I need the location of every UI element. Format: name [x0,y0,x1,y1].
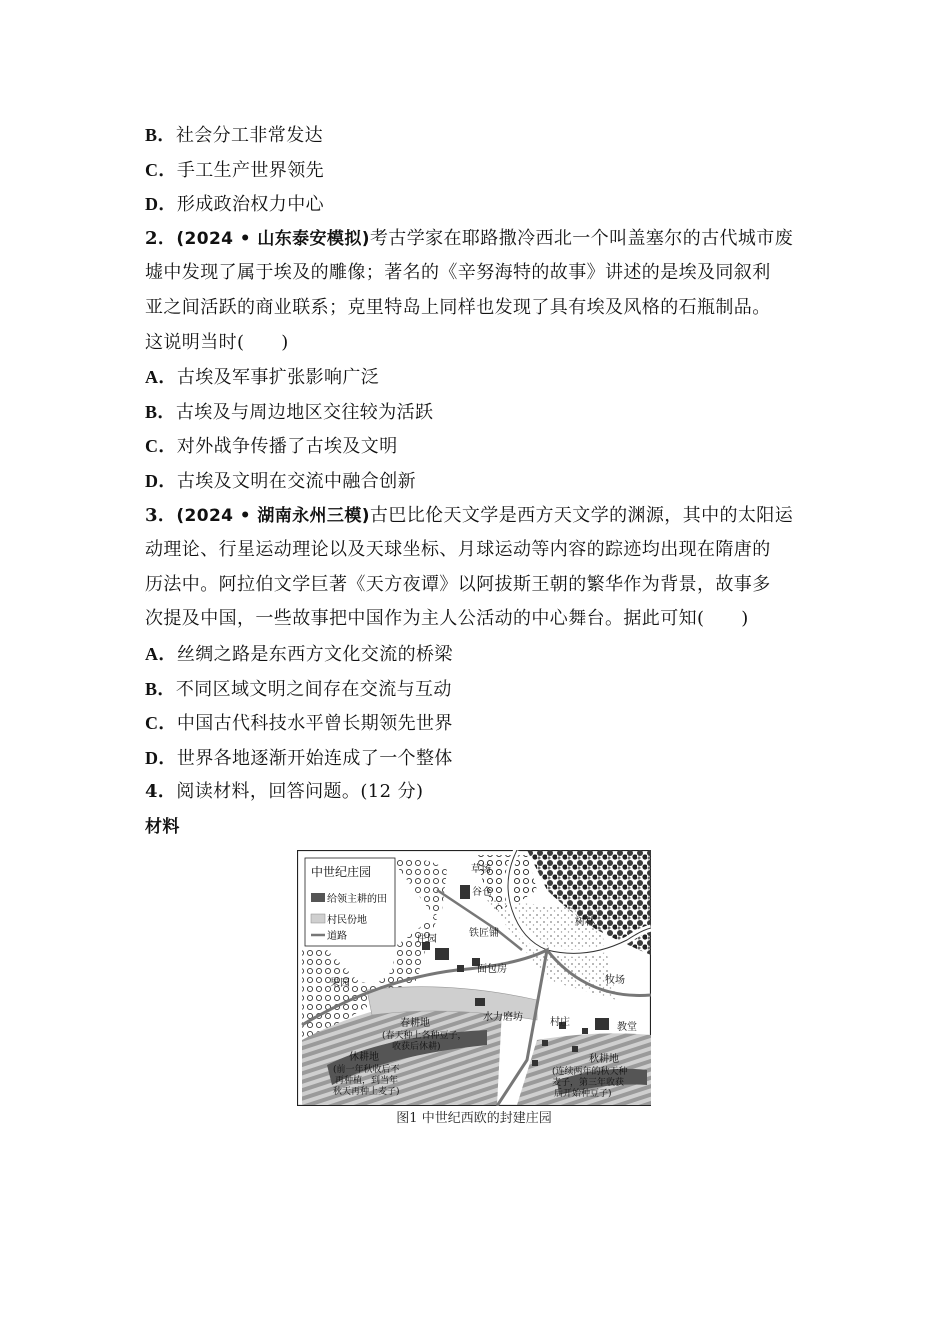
option-line [145,118,810,153]
option-label: B． [145,125,176,145]
heading-text: 材料 [145,816,180,837]
option-line [145,637,810,672]
label-orchard: 果园 [330,978,350,989]
option-text: 丝绸之路是东西方文化交流的桥梁 [176,643,453,665]
option-text: 中国古代科技水平曾长期领先世界 [176,713,453,735]
label-pasture: 草场 [471,864,491,875]
question-text: 考古学家在耶路撒冷西北一个叫盖塞尔的古代城市废 [369,227,794,249]
body-text: 动理论、行星运动理论以及天球坐标、月球运动等内容的踪迹均出现在隋唐的 [145,539,771,561]
option-text: 世界各地逐渐开始连成了一个整体 [176,747,453,769]
label-village: 村庄 [550,1017,570,1028]
legend-item-road: 道路 [327,931,347,942]
label-church: 教堂 [617,1022,637,1033]
question-source: (2024 • 山东泰安模拟) [176,228,370,249]
label-autumn-note-3: 后开始种豆子) [554,1089,612,1099]
option-label: A． [145,367,177,388]
body-text: 这说明当时( ) [145,331,289,353]
option-text: 手工生产世界领先 [176,159,325,181]
text-line [145,326,810,361]
text-line [145,256,810,291]
option-label: C． [145,436,177,457]
label-smithy: 铁匠铺 [469,928,499,939]
option-line [145,360,810,395]
body-text: 历法中。阿拉伯文学巨著《天方夜谭》以阿拔斯王朝的繁华作为背景，故事多 [145,573,771,595]
label-woods: 树林 [575,917,595,928]
legend-swatch-village [311,914,325,923]
body-text: 次提及中国，一些故事把中国作为主人公活动的中心舞台。据此可知( ) [145,608,749,630]
question-line [145,499,810,534]
option-label: B． [145,401,176,422]
option-line [145,395,810,430]
option-line [145,706,810,741]
body-text: 墟中发现了属于埃及的雕像；著名的《辛努海特的故事》讲述的是埃及同叙利 [145,262,771,284]
option-label: C． [145,159,177,180]
option-label: D． [145,194,177,215]
label-spring-field: 春耕地 [400,1018,430,1029]
option-text: 不同区域文明之间存在交流与互动 [175,678,452,700]
label-autumn-note-2: 麦子，第三年收获 [552,1078,625,1088]
option-text: 形成政治权力中心 [176,194,325,216]
option-label: A． [145,643,177,664]
option-text: 对外战争传播了古埃及文明 [176,436,398,458]
option-label: D． [145,470,177,491]
label-fallow-field: 休耕地 [349,1052,379,1063]
label-autumn-field: 秋耕地 [589,1054,619,1065]
question-text: 古巴比伦天文学是西方天文学的渊源，其中的太阳运 [369,504,794,526]
option-text: 社会分工非常发达 [175,125,324,146]
option-label: D． [145,747,177,768]
option-line [145,153,810,188]
document-body [145,118,810,844]
legend-item-village: 村民份地 [327,915,367,926]
option-line [145,672,810,707]
option-label: C． [145,713,177,734]
text-line [145,602,810,637]
label-granary: 谷仓 [472,887,492,898]
text-line [145,568,810,603]
question-line [145,775,810,810]
label-fallow-note-3: 秋天再种上麦子) [333,1087,400,1097]
material-heading [145,810,810,845]
option-text: 古埃及军事扩张影响广泛 [176,367,380,389]
text-line [145,291,810,326]
option-text: 古埃及文明在交流中融合创新 [176,470,417,492]
label-autumn-note-1: (连续两年的秋天种 [552,1067,628,1077]
question-number: 3． [145,504,177,526]
legend-title: 中世纪庄园 [311,865,372,879]
option-line [145,187,810,222]
option-line [145,741,810,776]
question-number: 4． [145,781,177,803]
label-fallow-note-1: (前一年秋收后不 [333,1065,400,1075]
manor-map-figure [297,850,651,1106]
label-bakery: 面包房 [477,964,507,975]
question-text: 阅读材料，回答问题。(12 分) [176,781,424,803]
figure-caption: 图1 中世纪西欧的封建庄园 [396,1111,552,1126]
body-text: 亚之间活跃的商业联系；克里特岛上同样也发现了具有埃及风格的石瓶制品。 [145,296,771,318]
label-manor: 庄园 [417,934,437,945]
legend-swatch-lord [311,893,325,902]
text-line [145,533,810,568]
label-spring-note-2: 收获后休耕) [392,1042,441,1052]
label-fallow-note-2: 再种植，到当年 [335,1076,399,1086]
option-line [145,429,810,464]
label-mill: 水力磨坊 [483,1012,523,1023]
label-meadow: 牧场 [605,975,625,986]
question-source: (2024 • 湖南永州三模) [176,505,370,526]
manor-map [297,850,651,1106]
legend-item-lord: 给领主耕的田 [327,894,387,905]
option-line [145,464,810,499]
option-label: B． [145,678,176,699]
label-spring-note-1: (春天种上各种豆子， [382,1031,467,1041]
question-line [145,222,810,257]
question-number: 2． [145,227,177,249]
option-text: 古埃及与周边地区交往较为活跃 [175,401,434,423]
